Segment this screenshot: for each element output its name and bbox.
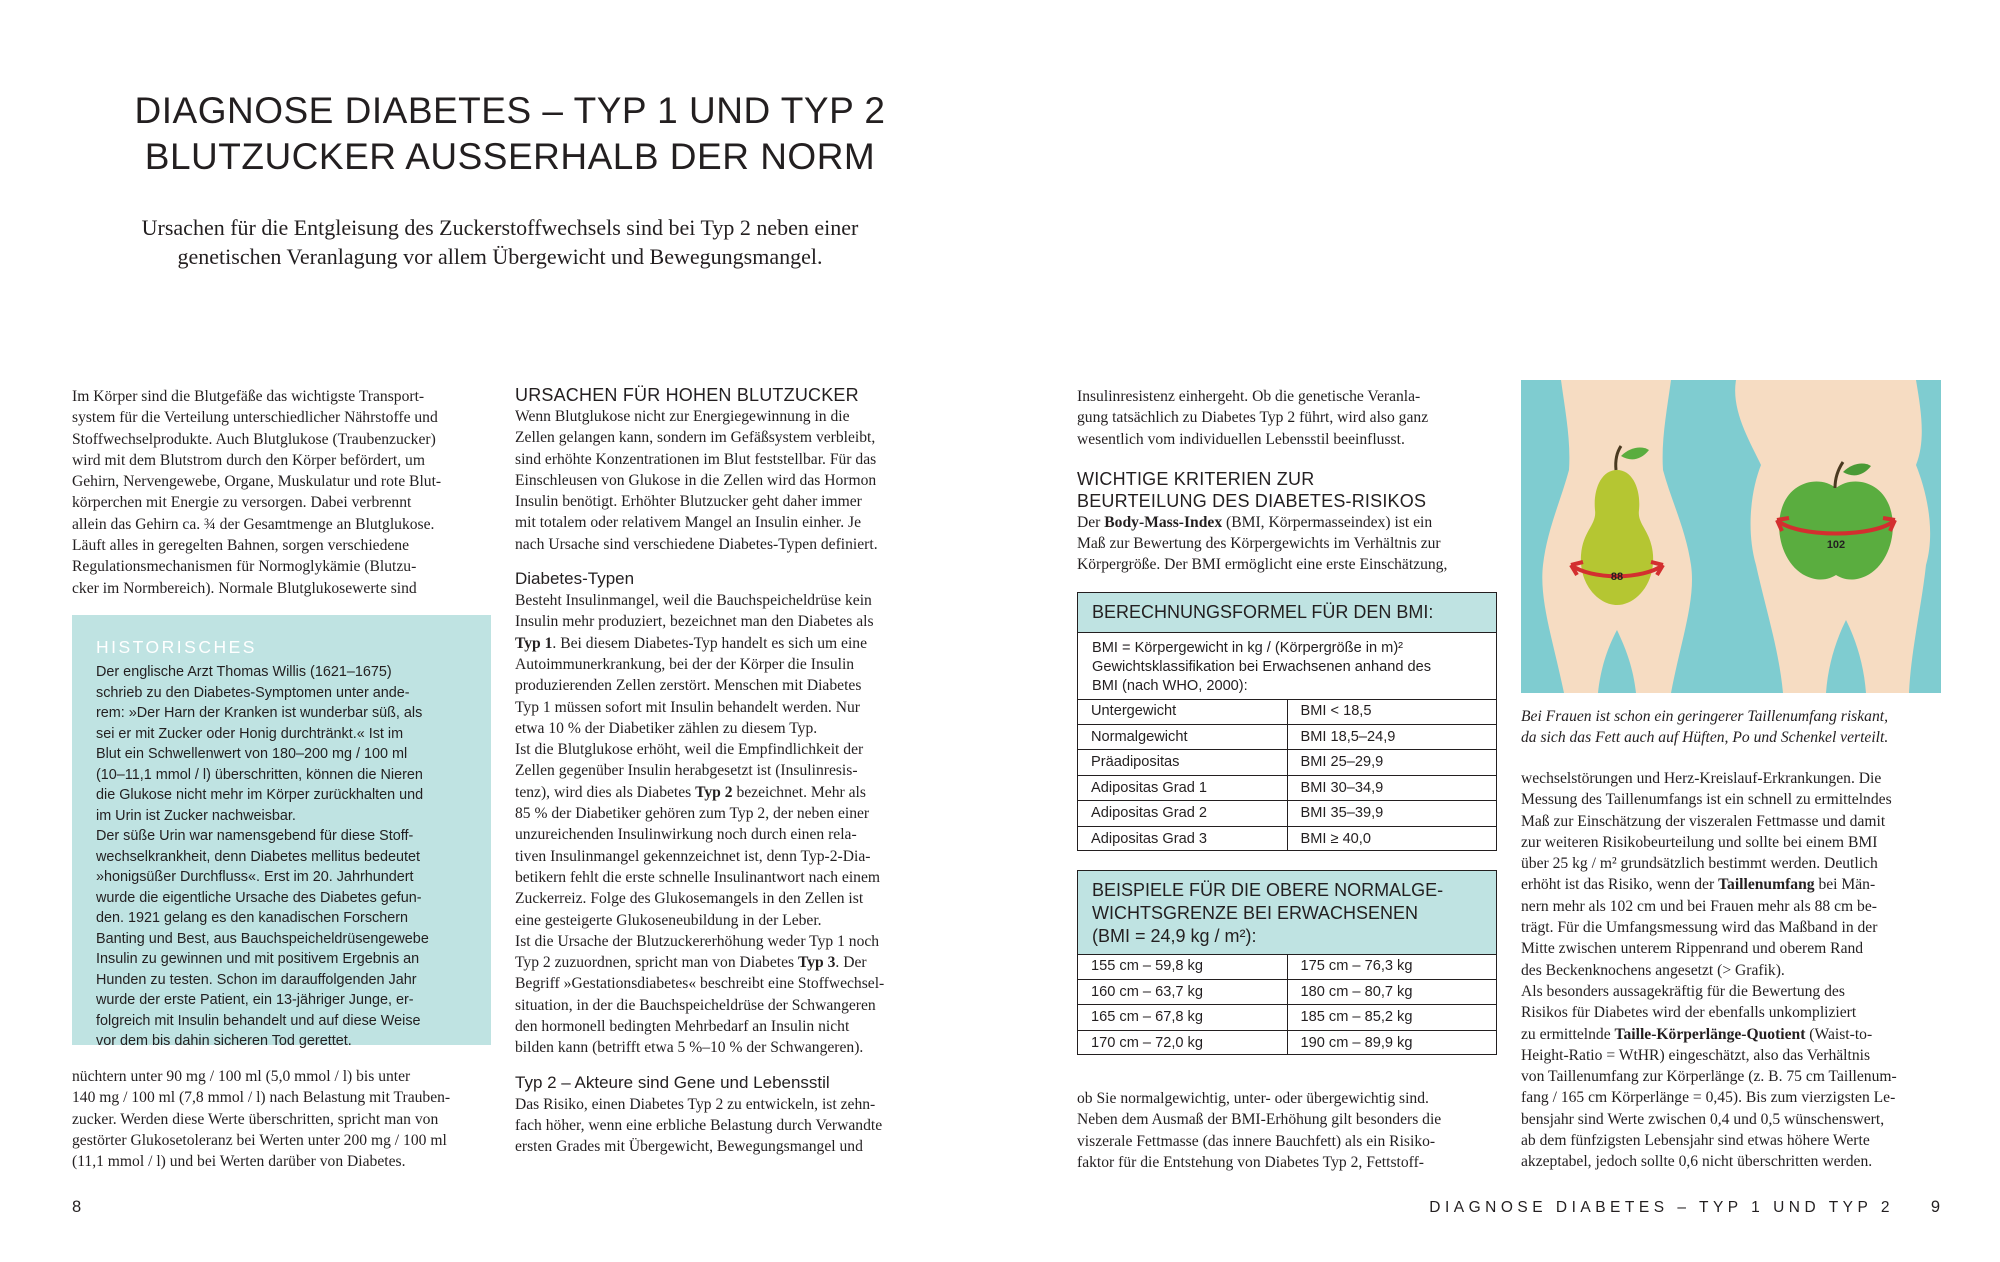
weight-table-cell: 160 cm – 63,7 kg	[1078, 979, 1287, 1005]
text-line: da sich das Fett auch auf Hüften, Po und Schenkel verteilt.	[1521, 729, 1889, 746]
text-line: wechselstörungen und Herz-Kreislauf-Erkrankungen. Die	[1521, 770, 1882, 787]
text-line: BMI (nach WHO, 2000):	[1092, 678, 1248, 694]
bmi-line	[1077, 512, 1507, 533]
text-line: nach Ursache sind verschiedene Diabetes-Typen definiert.	[515, 535, 878, 553]
bmi-table-row	[1078, 750, 1496, 776]
page-number-right: 9	[1930, 1198, 1940, 1216]
text-line: viszerale Fettmasse (das innere Bauchfett) als ein Risiko-	[1077, 1132, 1436, 1150]
text-line: körperchen mit Energie zu versorgen. Dabei verbrennt	[72, 494, 412, 512]
tu-before: erhöht ist das Risiko, wenn der	[1521, 876, 1719, 894]
typ2-before: tenz), wird dies als Diabetes	[515, 783, 696, 801]
text-line: nüchtern unter 90 mg / 100 ml (5,0 mmol / l) bis unter	[72, 1068, 411, 1085]
text-line: (BMI = 24,9 kg / m²):	[1092, 926, 1257, 946]
text-line: bensjahr sind Werte zwischen 0,4 und 0,5 wünschenswert,	[1521, 1110, 1885, 1128]
text-line: Begriff »Gestationsdiabetes« beschreibt eine Stoffwechsel-	[515, 975, 885, 993]
text-line: (11,1 mmol / l) und bei Werten darüber von Diabetes.	[72, 1153, 406, 1171]
typen-lines-c	[515, 803, 945, 952]
text-line: Der englische Arzt Thomas Willis (1621–1675)	[96, 664, 392, 680]
paragraph-ursachen	[515, 406, 945, 555]
text-line: Neben dem Ausmaß der BMI-Erhöhung gilt besonders die	[1077, 1111, 1442, 1129]
text-line: Autoimmunerkrankung, bei der der Körper die Insulin	[515, 655, 855, 673]
text-line: den. 1921 gelang es den kanadischen Forschern	[96, 910, 409, 926]
text-line: betikern fehlt die erste schnelle Insulinantwort nach einem	[515, 868, 881, 886]
bmi-table-cell: Untergewicht	[1078, 699, 1287, 724]
text-line: den hormonell bedingten Mehrbedarf an Insulin nicht	[515, 1018, 850, 1036]
text-line: des Beckenknochens angesetzt (> Grafik).	[1521, 961, 1785, 979]
tu-after: bei Män-	[1814, 876, 1876, 894]
paragraph-insulinresistenz	[1077, 386, 1507, 450]
text-line: produzierenden Zellen zerstört. Menschen mit Diabetes	[515, 677, 862, 695]
typ3-line	[515, 952, 945, 973]
text-line: Zellen gelangen kann, sondern im Gefäßsystem verbleibt,	[515, 429, 876, 447]
text-line: schrieb zu den Diabetes-Symptomen unter ande-	[96, 684, 410, 701]
text-line: WICHTSGRENZE BEI ERWACHSENEN	[1092, 903, 1419, 923]
text-line: Typ 1 müssen sofort mit Insulin behandelt werden. Nur	[515, 698, 860, 716]
weight-table-row	[1078, 1030, 1496, 1055]
text-line: Stoffwechselprodukte. Auch Blutglukose (Traubenzucker)	[72, 430, 436, 448]
bmi-table-cell: Adipositas Grad 2	[1078, 801, 1287, 827]
text-line: gung tatsächlich zu Diabetes Typ 2 führt, wird also ganz	[1077, 409, 1429, 427]
weight-table-row	[1078, 1005, 1496, 1031]
text-line: Ist die Blutglukose erhöht, weil die Empfindlichkeit der	[515, 741, 864, 759]
text-line: sei er mit Zucker oder Honig durchtränkt.« Ist im	[96, 725, 404, 742]
column-4	[1521, 768, 1961, 1173]
page-number-left: 8	[72, 1198, 82, 1216]
text-line: BEISPIELE FÜR DIE OBERE NORMALGE-	[1092, 880, 1444, 900]
text-line: im Urin ist Zucker nachweisbar.	[96, 807, 296, 824]
bmi-classification-table	[1078, 699, 1496, 851]
typ2-bold: Typ 2	[695, 783, 733, 801]
typen-lines-d	[515, 973, 945, 1058]
bmi-table-heading: BERECHNUNGSFORMEL FÜR DEN BMI:	[1078, 593, 1496, 633]
text-line: über 25 kg / m² grundsätzlich bestimmt werden. Deutlich	[1521, 855, 1878, 873]
bmi-after: (BMI, Körpermasseindex) ist ein	[1222, 513, 1433, 531]
text-line: wird mit dem Blutstrom durch den Körper befördert, um	[72, 451, 425, 469]
page-title	[60, 88, 960, 180]
weight-limit-table	[1078, 954, 1496, 1055]
bmi-table-cell: BMI 30–34,9	[1287, 775, 1496, 801]
bmi-before: Der	[1077, 513, 1105, 531]
text-line: vor dem bis dahin sicheren Tod gerettet.	[96, 1033, 352, 1049]
text-line: Blut ein Schwellenwert von 180–200 mg / 100 ml	[96, 746, 408, 762]
text-line: Insulinresistenz einhergeht. Ob die genetische Veranla-	[1077, 388, 1421, 405]
column-1-outro	[72, 1066, 502, 1172]
text-line: Risikos für Diabetes wird der ebenfalls unkompliziert	[1521, 1004, 1857, 1022]
title-line-1: DIAGNOSE DIABETES – TYP 1 UND TYP 2	[134, 90, 886, 131]
running-head: DIAGNOSE DIABETES – TYP 1 UND TYP 2	[1429, 1199, 1894, 1216]
text-line: 85 % der Diabetiker gehören zum Typ 2, der neben einer	[515, 805, 870, 823]
text-line: Der süße Urin war namensgebend für diese Stoff-	[96, 828, 414, 844]
paragraph-diabetes-typen	[515, 590, 945, 1059]
bmi-table-cell: BMI < 18,5	[1287, 699, 1496, 724]
text-line: ob Sie normalgewichtig, unter- oder übergewichtig sind.	[1077, 1090, 1429, 1107]
typ1-after: . Bei diesem Diabetes-Typ handelt es sich um eine	[552, 634, 868, 652]
bmi-table-cell: Adipositas Grad 3	[1078, 826, 1287, 851]
paragraph-bmi	[1077, 533, 1507, 576]
text-line: Zuckerreiz. Folge des Glukosemangels in den Zellen ist	[515, 890, 864, 908]
text-line: Einschleusen von Glukose in die Zellen wird das Hormon	[515, 471, 877, 489]
text-line: rem: »Der Harn der Kranken ist wunderbar süß, als	[96, 705, 423, 721]
text-line: tiven Insulinmangel gekennzeichnet ist, denn Typ-2-Dia-	[515, 847, 871, 865]
text-line: sind erhöhte Konzentrationen im Blut feststellbar. Für das	[515, 450, 877, 468]
bmi-table-cell: Adipositas Grad 1	[1078, 775, 1287, 801]
text-line: Zellen gegenüber Insulin herabgesetzt ist (Insulinresis-	[515, 762, 858, 780]
text-line: fang / 165 cm Körperlänge = 0,45). Bis zum vierzigsten Le-	[1521, 1089, 1896, 1107]
bmi-table-cell: BMI 25–29,9	[1287, 750, 1496, 776]
quotient-line	[1521, 1024, 1961, 1045]
weight-table-cell: 165 cm – 67,8 kg	[1078, 1005, 1287, 1031]
weight-limit-box	[1077, 870, 1497, 1055]
text-line: wurde die eigentliche Ursache des Diabetes gefun-	[96, 889, 422, 906]
bmi-table-cell: Präadipositas	[1078, 750, 1287, 776]
text-line: Ist die Ursache der Blutzuckererhöhung weder Typ 1 noch	[515, 932, 880, 950]
text-line: ersten Grades mit Übergewicht, Bewegungsmangel und	[515, 1138, 863, 1156]
text-line: unzureichenden Insulinwirkung noch durch einen rela-	[515, 826, 857, 844]
text-line: Bei Frauen ist schon ein geringerer Taillenumfang riskant,	[1521, 708, 1889, 725]
text-line: Maß zur Bewertung des Körpergewichts im Verhältnis zur	[1077, 535, 1441, 553]
lead-paragraph	[100, 213, 900, 271]
text-line: Gewichtsklassifikation bei Erwachsenen anhand des	[1092, 659, 1432, 675]
bmi-formula-box	[1077, 592, 1497, 851]
historisches-text	[96, 662, 467, 1052]
column-3-top	[1077, 386, 1507, 576]
text-line: (10–11,1 mmol / l) überschritten, können die Nieren	[96, 766, 423, 783]
heading-kriterien-1: WICHTIGE KRITERIEN ZUR	[1077, 468, 1315, 489]
text-line: Als besonders aussagekräftig für die Bewertung des	[1521, 982, 1845, 1000]
text-line: Besteht Insulinmangel, weil die Bauchspeicheldrüse kein	[515, 592, 872, 610]
text-line: Banting und Best, aus Bauchspeicheldrüsengewebe	[96, 930, 429, 947]
text-line: Körpergröße. Der BMI ermöglicht eine erste Einschätzung,	[1077, 556, 1448, 574]
heading-diabetes-typen: Diabetes-Typen	[515, 569, 635, 589]
bmi-table-cell: BMI 35–39,9	[1287, 801, 1496, 827]
weight-table-row	[1078, 979, 1496, 1005]
text-line: Mitte zwischen unterem Rippenrand und oberem Rand	[1521, 940, 1864, 958]
text-line: ab dem fünfzigsten Lebensjahr sind etwas höhere Werte	[1521, 1132, 1870, 1150]
waist-illustration	[1521, 380, 1941, 693]
text-line: gestörter Glukosetoleranz bei Werten unter 200 mg / 100 ml	[72, 1131, 447, 1149]
text-line: 140 mg / 100 ml (7,8 mmol / l) nach Belastung mit Trauben-	[72, 1089, 451, 1107]
taillenumfang-line	[1521, 874, 1961, 895]
text-line: trägt. Für die Umfangsmessung wird das Maßband in der	[1521, 919, 1878, 937]
heading-kriterien-2: BEURTEILUNG DES DIABETES-RISIKOS	[1077, 490, 1427, 511]
q-before: zu ermittelnde	[1521, 1025, 1615, 1043]
typen-lines-b	[515, 654, 945, 782]
paragraph-quotient	[1521, 1045, 1961, 1173]
bmi-bold: Body-Mass-Index	[1104, 513, 1223, 531]
text-line: eine gesteigerte Glukoseneubildung in der Leber.	[515, 911, 822, 929]
weight-table-cell: 170 cm – 72,0 kg	[1078, 1030, 1287, 1055]
typ2-line	[515, 782, 945, 803]
historisches-box	[72, 615, 491, 1049]
heading-ursachen: URSACHEN FÜR HOHEN BLUTZUCKER	[515, 385, 859, 405]
text-line: akzeptabel, jedoch sollte 0,6 nicht überschritten werden.	[1521, 1153, 1873, 1171]
text-line: fach höher, wenn eine erbliche Belastung durch Verwandte	[515, 1116, 883, 1134]
text-line: folgreich mit Insulin behandelt und auf diese Weise	[96, 1012, 421, 1029]
text-line: Das Risiko, einen Diabetes Typ 2 zu entwickeln, ist zehn-	[515, 1095, 876, 1113]
q-bold: Taille-Körperlänge-Quotient	[1614, 1025, 1806, 1043]
bmi-formula: BMI = Körpergewicht in kg / (Körpergröße in m)²	[1092, 640, 1404, 656]
text-line: Height-Ratio = WtHR) eingeschätzt, also das Verhältnis	[1521, 1046, 1871, 1064]
text-line: mit totalem oder relativem Mangel an Insulin einher. Je	[515, 514, 861, 532]
bmi-table-row	[1078, 826, 1496, 851]
bmi-classification-note	[1092, 658, 1482, 696]
bmi-formula-text	[1078, 633, 1496, 700]
pear-apple-figure	[1521, 380, 1941, 693]
bmi-table-row	[1078, 699, 1496, 724]
text-line: Läuft alles in geregelten Bahnen, sorgen verschiedene	[72, 537, 410, 555]
q-after: (Waist-to-	[1805, 1025, 1873, 1043]
apple-waist-label: 102	[1826, 539, 1846, 551]
weight-table-row	[1078, 954, 1496, 979]
typ2-after: bezeichnet. Mehr als	[732, 783, 866, 801]
bmi-table-row	[1078, 775, 1496, 801]
heading-typ2-akteure: Typ 2 – Akteure sind Gene und Lebensstil	[515, 1072, 830, 1092]
text-line: etwa 10 % der Diabetiker zählen zu diesem Typ.	[515, 719, 818, 737]
column-1-intro	[72, 386, 502, 599]
typ3-bold: Typ 3	[798, 954, 836, 972]
title-line-2: BLUTZUCKER AUSSERHALB DER NORM	[144, 136, 876, 177]
paragraph-taillenumfang-a	[1521, 768, 1961, 874]
text-line: Hunden zu testen. Schon im darauffolgenden Jahr	[96, 971, 417, 988]
typ1-line	[515, 633, 945, 654]
pear-waist-label: 88	[1610, 571, 1624, 583]
bmi-table-cell: Normalgewicht	[1078, 724, 1287, 750]
bmi-table-cell: BMI ≥ 40,0	[1287, 826, 1496, 851]
text-line: cker im Normbereich). Normale Blutglukosewerte sind	[72, 579, 417, 597]
text-line: faktor für die Entstehung von Diabetes Typ 2, Fettstoff-	[1077, 1153, 1424, 1171]
text-line: zucker. Werden diese Werte überschritten, spricht man von	[72, 1110, 439, 1128]
weight-table-cell: 180 cm – 80,7 kg	[1287, 979, 1496, 1005]
text-line: situation, in der die Bauchspeicheldrüse der Schwangeren	[515, 996, 876, 1014]
text-line: Im Körper sind die Blutgefäße das wichtigste Transport-	[72, 388, 425, 405]
weight-table-cell: 175 cm – 76,3 kg	[1287, 954, 1496, 979]
lead-line-2: genetischen Veranlagung vor allem Übergewicht und Bewegungsmangel.	[177, 244, 823, 269]
historisches-heading: HISTORISCHES	[96, 637, 257, 657]
weight-table-heading	[1078, 871, 1496, 955]
text-line: Insulin mehr produziert, bezeichnet man den Diabetes als	[515, 613, 874, 631]
lead-line-1: Ursachen für die Entgleisung des Zuckerstoffwechsels sind bei Typ 2 neben einer	[141, 215, 859, 240]
text-line: von Taillenumfang zur Körperlänge (z. B. 75 cm Taillenum-	[1521, 1068, 1897, 1086]
text-line: Regulationsmechanismen für Normoglykämie (Blutzu-	[72, 558, 417, 576]
weight-table-cell: 185 cm – 85,2 kg	[1287, 1005, 1496, 1031]
typ3-before: Typ 2 zuzuordnen, spricht man von Diabetes	[515, 954, 798, 972]
text-line: Wenn Blutglukose nicht zur Energiegewinnung in die	[515, 408, 850, 425]
text-line: wesentlich vom individuellen Lebensstil beeinflusst.	[1077, 430, 1405, 448]
text-line: bilden kann (betrifft etwa 5 %–10 % der Schwangeren).	[515, 1039, 864, 1057]
paragraph-typ2-akteure	[515, 1094, 945, 1158]
text-line: »honigsüßer Durchfluss«. Erst im 20. Jahrhundert	[96, 869, 414, 885]
bmi-table-row	[1078, 801, 1496, 827]
typ1-bold: Typ 1	[515, 634, 553, 652]
typen-lines-a	[515, 590, 945, 633]
bmi-table-cell: BMI 18,5–24,9	[1287, 724, 1496, 750]
text-line: allein das Gehirn ca. ¾ der Gesamtmenge an Blutglukose.	[72, 515, 435, 533]
text-line: Messung des Taillenumfangs ist ein schnell zu ermittelndes	[1521, 791, 1892, 809]
weight-table-cell: 155 cm – 59,8 kg	[1078, 954, 1287, 979]
weight-table-cell: 190 cm – 89,9 kg	[1287, 1030, 1496, 1055]
text-line: wurde der erste Patient, ein 13-jähriger Junge, er-	[96, 992, 414, 1008]
typ3-after: . Der	[835, 954, 867, 972]
tu-bold: Taillenumfang	[1718, 876, 1815, 894]
text-line: wechselkrankheit, denn Diabetes mellitus bedeutet	[96, 848, 420, 865]
text-line: Gehirn, Nervengewebe, Organe, Muskulatur und rote Blut-	[72, 473, 442, 491]
illustration-caption	[1521, 706, 1961, 748]
text-line: die Glukose nicht mehr im Körper zurückhalten und	[96, 787, 424, 803]
text-line: Maß zur Einschätzung der viszeralen Fettmasse und damit	[1521, 812, 1886, 830]
text-line: zur weiteren Risikobeurteilung und sollte bei einem BMI	[1521, 833, 1878, 851]
text-line: nern mehr als 102 cm und bei Frauen mehr als 88 cm be-	[1521, 897, 1877, 915]
text-line: Insulin benötigt. Erhöhter Blutzucker geht daher immer	[515, 493, 862, 511]
bmi-table-row	[1078, 724, 1496, 750]
paragraph-taillenumfang-b	[1521, 896, 1961, 1024]
text-line: system für die Verteilung unterschiedlicher Nährstoffe und	[72, 409, 438, 427]
text-line: Insulin zu gewinnen und mit positivem Ergebnis an	[96, 951, 420, 967]
column-2	[515, 384, 945, 1158]
column-3-bottom	[1077, 1088, 1507, 1173]
